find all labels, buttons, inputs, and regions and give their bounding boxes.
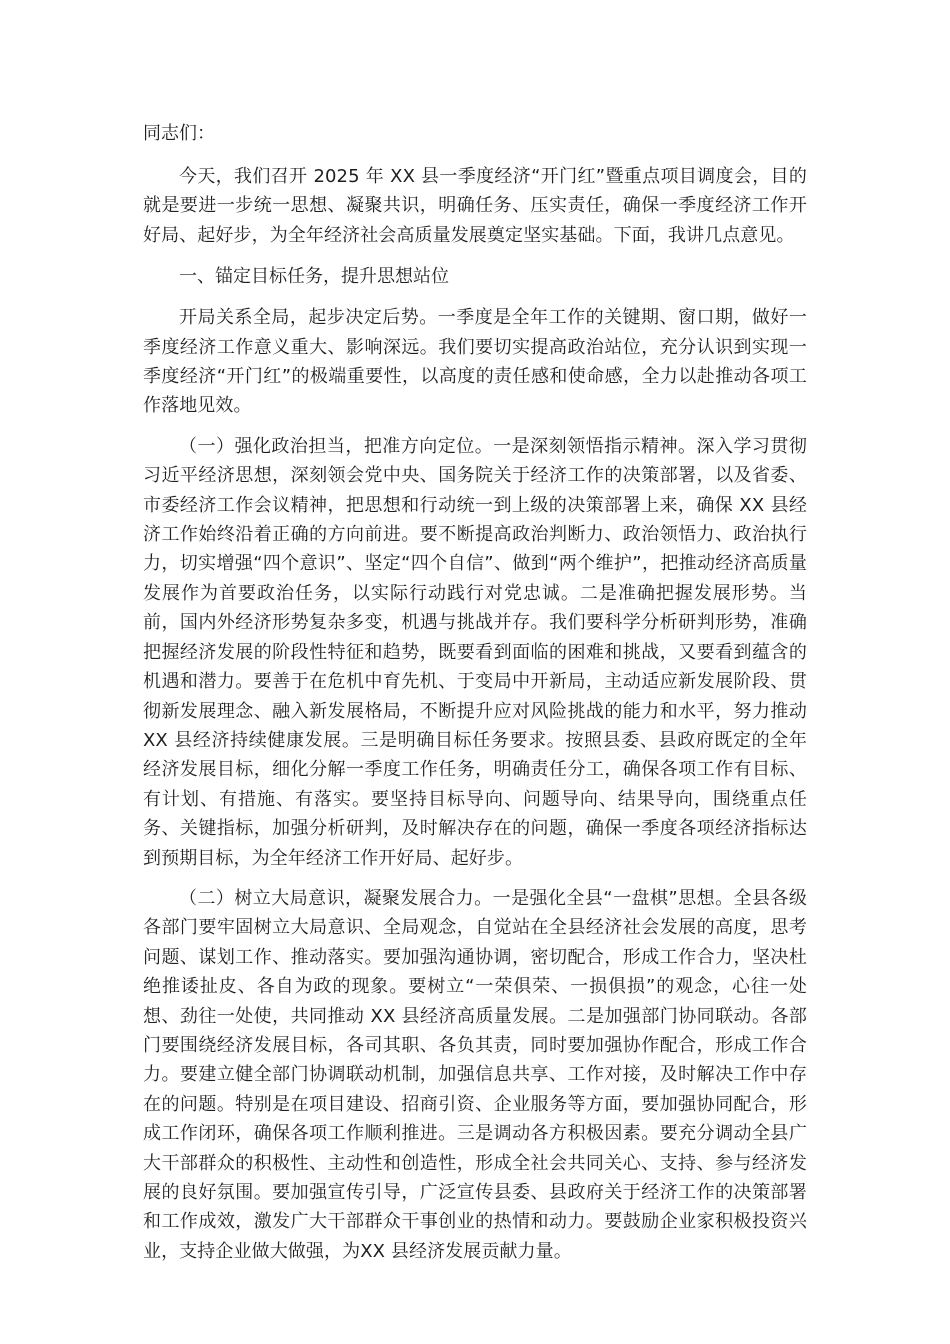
subsection-1-paragraph: （一）强化政治担当，把准方向定位。一是深刻领悟指示精神。深入学习贯彻习近平经济思想，深刻领会党中央、国务院关于经济工作的决策部署，以及省委、市委经济工作会议精神，把思想和行动统一到上级的决策部署上来，确保 XX 县经济工作始终沿着正确的方向前进。要不断提高政治判断力、政治领悟力、政治执行力，切实增强“四个意识”、坚定“四个自信”、做到“两个维护”，把推动经济高质量发展作为首要政治任务，以实际行动践行对党忠诚。二是准确把握发展形势。当前，国内外经济形势复杂多变，机遇与挑战并存。我们要科学分析研判形势，准确把握经济发展的阶段性特征和趋势，既要看到面临的困难和挑战，又要看到蕴含的机遇和潜力。要善于在危机中育先机、于变局中开新局，主动适应新发展阶段、贯彻新发展理念、融入新发展格局，不断提升应对风险挑战的能力和水平，努力推动 XX 县经济持续健康发展。三是明确目标任务要求。按照县委、县政府既定的全年经济发展目标，细化分解一季度工作任务，明确责任分工，确保各项工作有目标、有计划、有措施、有落实。要坚持目标导向、问题导向、结果导向，围绕重点任务、关键指标，加强分析研判，及时解决存在的问题，确保一季度各项经济指标达到预期目标，为全年经济工作开好局、起好步。 [143, 435, 807, 869]
section-heading-1: 一、锚定目标任务，提升思想站位 [179, 266, 449, 288]
document-page [143, 118, 807, 1277]
subsection-2-paragraph: （二）树立大局意识，凝聚发展合力。一是强化全县“一盘棋”思想。全县各级各部门要牢固树立大局意识、全局观念，自觉站在全县经济社会发展的高度，思考问题、谋划工作、推动落实。要加强沟通协调，密切配合，形成工作合力，坚决杜绝推诿扯皮、各自为政的现象。要树立“一荣俱荣、一损俱损”的观念，心往一处想、劲往一处使，共同推动 XX 县经济高质量发展。二是加强部门协同联动。各部门要围绕经济发展目标，各司其职、各负其责，同时要加强协作配合，形成工作合力。要建立健全部门协调联动机制，加强信息共享、工作对接，及时解决工作中存在的问题。特别是在项目建设、招商引资、企业服务等方面，要加强协同配合，形成工作闭环，确保各项工作顺利推进。三是调动各方积极因素。要充分调动全县广大干部群众的积极性、主动性和创造性，形成全社会共同关心、支持、参与经济发展的良好氛围。要加强宣传引导，广泛宣传县委、县政府关于经济工作的决策部署和工作成效，激发广大干部群众干事创业的热情和动力。要鼓励企业家积极投资兴业，支持企业做大做强，为XX 县经济发展贡献力量。 [143, 887, 807, 1262]
section-1-intro-paragraph: 开局关系全局，起步决定后势。一季度是全年工作的关键期、窗口期，做好一季度经济工作意义重大、影响深远。我们要切实提高政治站位，充分认识到实现一季度经济“开门红”的极端重要性，以高度的责任感和使命感，全力以赴推动各项工作落地见效。 [143, 307, 807, 417]
salutation: 同志们： [143, 123, 215, 144]
opening-paragraph: 今天，我们召开 2025 年 XX 县一季度经济“开门红”暨重点项目调度会，目的就是要进一步统一思想、凝聚共识，明确任务、压实责任，确保一季度经济工作开好局、起好步，为全年经济社会高质量发展奠定坚实基础。下面，我讲几点意见。 [143, 166, 807, 246]
